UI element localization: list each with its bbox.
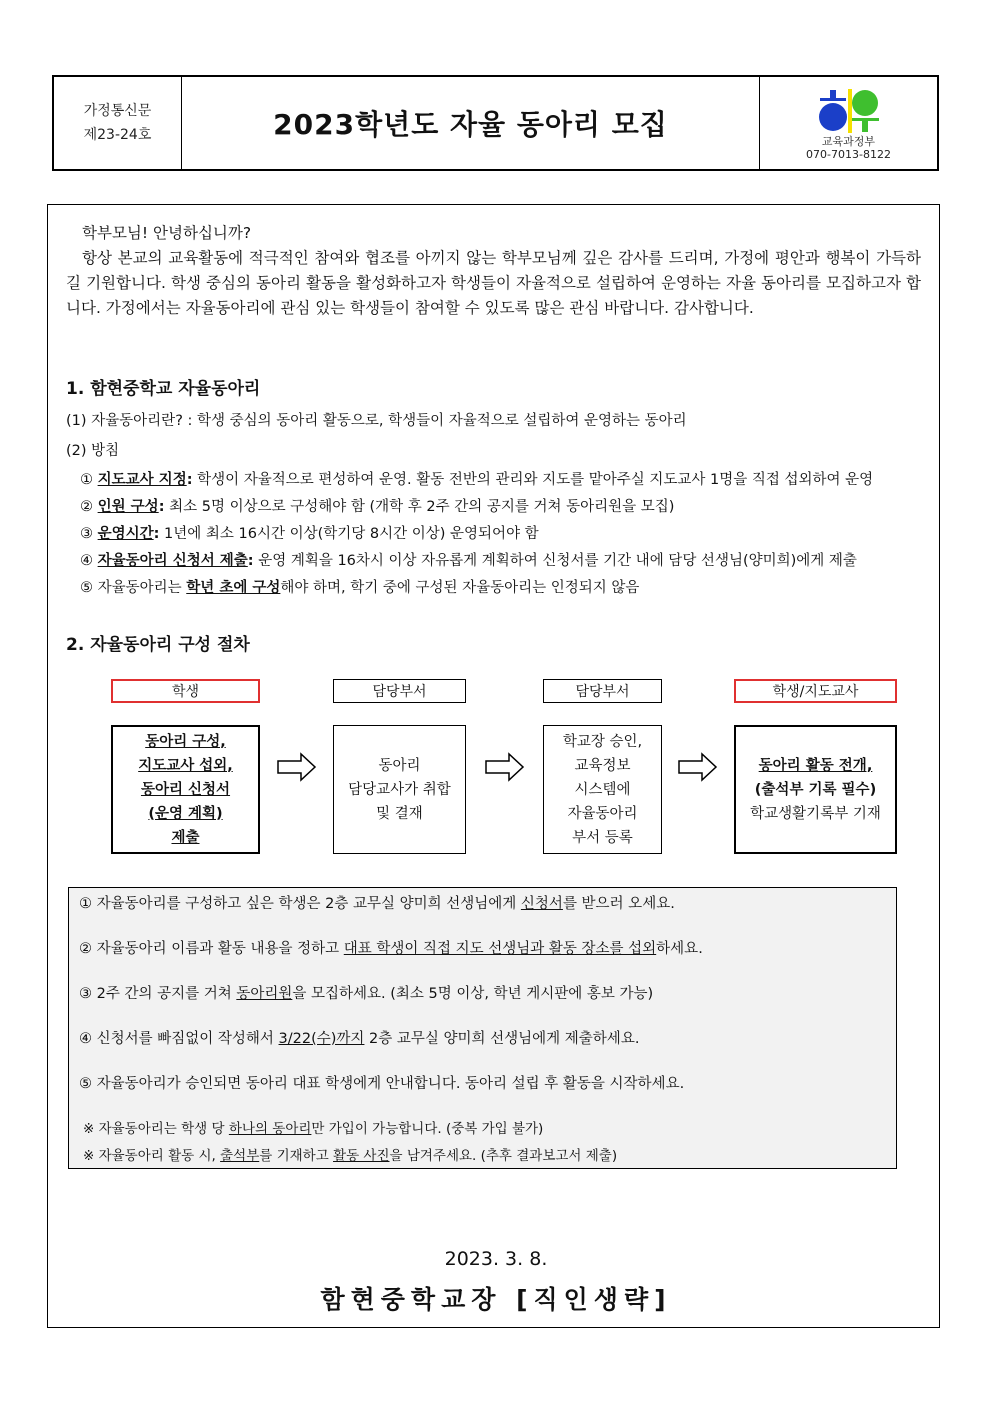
step2-box: 동아리 담당교사가 취합 및 결재 [333, 725, 466, 854]
principal-signature: 함현중학교장 [직인생략] [320, 1285, 672, 1314]
school-logo-icon [814, 85, 884, 135]
step1-label: 학생 [111, 679, 260, 703]
page-title: 2023학년도 자율 동아리 모집 [182, 77, 760, 169]
department-cell [760, 77, 937, 169]
policy-item: ② 인원 구성: 최소 5명 이상으로 구성해야 함 (개학 후 2주 간의 공지를 거쳐 동아리원을 모집) [80, 499, 675, 515]
instructions-box [68, 887, 897, 1169]
policy-item: ④ 자율동아리 신청서 제출: 운영 계획을 16차시 이상 자유롭게 계획하여 신청서를 기간 내에 담당 선생님(양미희)에게 제출 [80, 553, 857, 569]
note-item: ※ 자율동아리 활동 시, 출석부를 기재하고 활동 사진을 남겨주세요. (추후 결과보고서 제출) [83, 1148, 618, 1164]
issue-date: 2023. 3. 8. [444, 1248, 548, 1270]
department-phone: 070-7013-8122 [806, 148, 891, 161]
header-table [52, 75, 939, 171]
department-name: 교육과정부 [821, 135, 876, 148]
step4-label: 학생/지도교사 [734, 679, 897, 703]
policy-title: (2) 방침 [66, 443, 120, 459]
policy-item: ③ 운영시간: 1년에 최소 16시간 이상(학기당 8시간 이상) 운영되어야 함 [80, 526, 539, 542]
club-definition: (1) 자율동아리란? : 학생 중심의 동아리 활동으로, 학생들이 자율적으로 설립하여 운영하는 동아리 [66, 413, 687, 429]
instruction-item: ③ 2주 간의 공지를 거쳐 동아리원을 모집하세요. (최소 5명 이상, 학년 게시판에 홍보 가능) [79, 986, 654, 1002]
intro-paragraph: 항상 본교의 교육활동에 적극적인 참여와 협조를 아끼지 않는 학부모님께 깊은 감사를 드리며, 가정에 평안과 행복이 가득하길 기원합니다. 학생 중심의 동아리 활동을 활성화하고자 학생들이 자율적으로 설립하여 운영하는 자율 동아리를 모집하고자 합니다. 가정에서는 자율동아리에 관심 있는 학생들이 참여할 수 있도록 많은 관심 바랍니다. 감사합니다. [66, 249, 921, 317]
instruction-item: ① 자율동아리를 구성하고 싶은 학생은 2층 교무실 양미희 선생님에게 신청서를 받으러 오세요. [79, 896, 675, 912]
arrow-right-icon [485, 752, 525, 782]
section2-title: 2. 자율동아리 구성 절차 [66, 635, 250, 655]
step2-label: 담당부서 [333, 679, 466, 703]
section1-title: 1. 함현중학교 자율동아리 [66, 379, 261, 399]
doc-type: 가정통신문 [83, 103, 152, 119]
step3-label: 담당부서 [543, 679, 662, 703]
instruction-item: ⑤ 자율동아리가 승인되면 동아리 대표 학생에게 안내합니다. 동아리 설립 후 활동을 시작하세요. [79, 1076, 685, 1092]
instruction-item: ④ 신청서를 빠짐없이 작성해서 3/22(수)까지 2층 교무실 양미희 선생님에게 제출하세요. [79, 1031, 640, 1047]
greeting: 학부모님! 안녕하십니까? [82, 224, 252, 242]
instruction-item: ② 자율동아리 이름과 활동 내용을 정하고 대표 학생이 직접 지도 선생님과 활동 장소를 섭외하세요. [79, 941, 703, 957]
policy-item: ① 지도교사 지정: 학생이 자율적으로 편성하여 운영. 활동 전반의 관리와 지도를 맡아주실 지도교사 1명을 직접 섭외하여 운영 [80, 472, 874, 488]
doc-number: 제23-24호 [83, 127, 152, 143]
arrow-right-icon [277, 752, 317, 782]
note-item: ※ 자율동아리는 학생 당 하나의 동아리만 가입이 가능합니다. (중복 가입 불가) [83, 1121, 544, 1137]
policy-item: ⑤ 자율동아리는 학년 초에 구성해야 하며, 학기 중에 구성된 자율동아리는 인정되지 않음 [80, 580, 640, 596]
step4-box: 동아리 활동 전개, (출석부 기록 필수) 학교생활기록부 기재 [734, 725, 897, 854]
step1-box: 동아리 구성, 지도교사 섭외, 동아리 신청서 (운영 계획) 제출 [111, 725, 260, 854]
step3-box: 학교장 승인, 교육정보 시스템에 자율동아리 부서 등록 [543, 725, 662, 854]
doc-info-cell [54, 77, 182, 169]
arrow-right-icon [678, 752, 718, 782]
